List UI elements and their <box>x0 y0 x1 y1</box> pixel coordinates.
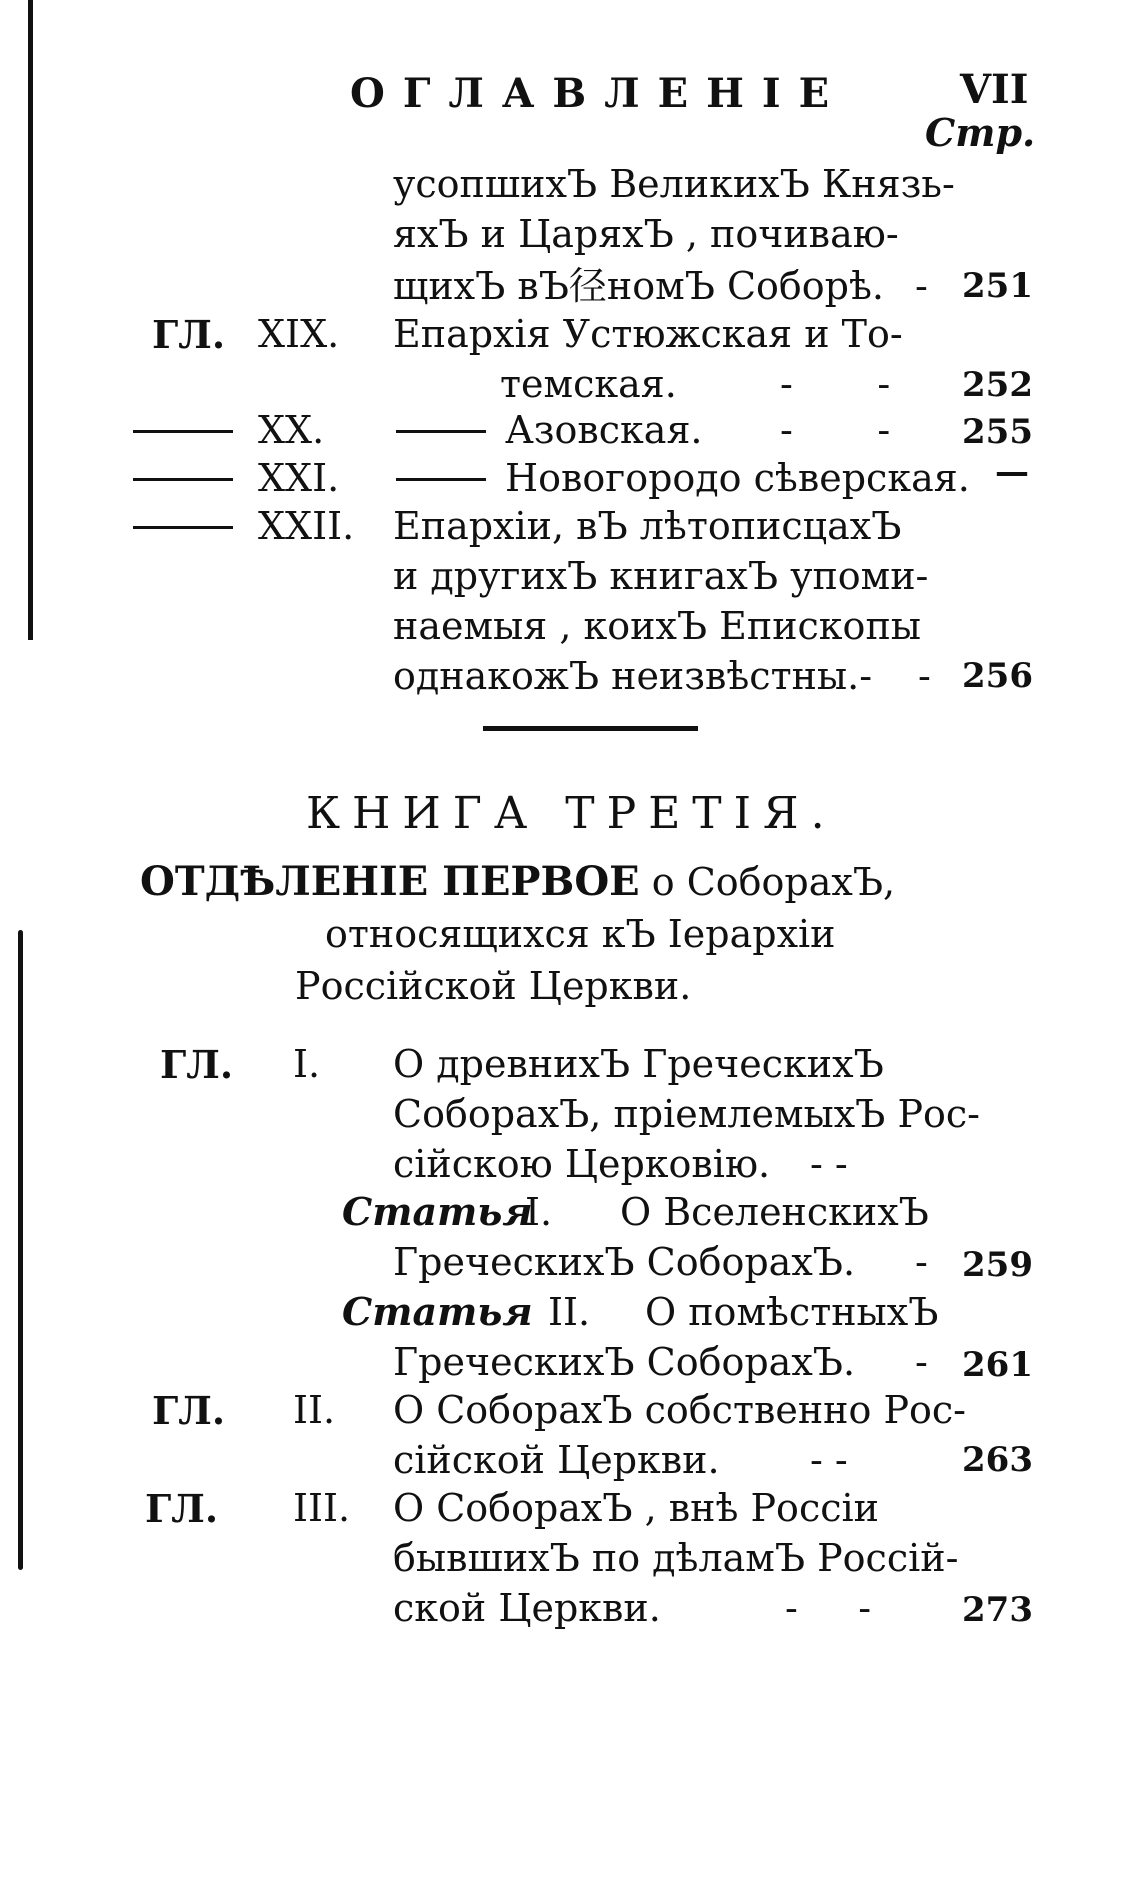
chapter-number: III. <box>293 1486 351 1530</box>
ditto-rule <box>133 430 233 433</box>
chapter-number: XIX. <box>258 312 340 356</box>
dash-leader: - - <box>810 1142 848 1186</box>
entry-text-line: СоборахЪ, пріемлемыхЪ Рос- <box>393 1092 981 1136</box>
dash-leader: - - <box>785 1586 872 1630</box>
section-heading-rest: о СоборахЪ, <box>651 860 896 904</box>
ditto-rule <box>133 478 233 481</box>
entry-text-line: и другихЪ книгахЪ упоми- <box>393 554 929 598</box>
section-separator-rule <box>483 726 698 731</box>
entry-text-line: О СоборахЪ собственно Рос- <box>393 1388 967 1432</box>
entry-text-line: бывшихЪ по дѣламЪ Россій- <box>393 1536 959 1580</box>
chapter-number: XXII. <box>258 504 355 548</box>
book-title: КНИГА ТРЕТІЯ. <box>306 788 837 839</box>
entry-text-line: яхЪ и ЦаряхЪ , почиваю- <box>393 212 899 256</box>
entry-text-line: ГреческихЪ СоборахЪ. <box>393 1240 856 1284</box>
chapter-label: ГЛ. <box>160 1042 234 1087</box>
page-number: — <box>995 452 1029 492</box>
section-heading <box>140 858 895 905</box>
section-heading-line: Россійской Церкви. <box>295 964 692 1008</box>
page-number: 273 <box>962 1590 1033 1630</box>
page-number: 261 <box>962 1345 1033 1385</box>
page-number: 259 <box>962 1245 1033 1285</box>
dash-leader: - <box>915 1240 928 1284</box>
chapter-number: XX. <box>258 408 325 452</box>
article-label: Статья <box>342 1189 533 1234</box>
entry-text-line: щихЪ вЪ径номЪ Соборѣ. <box>393 264 884 308</box>
dash-leader: - - <box>780 362 891 406</box>
page-column-label: Стр. <box>925 110 1036 155</box>
ditto-rule <box>396 478 486 481</box>
dash-leader: - <box>918 654 931 698</box>
dash-leader: - <box>915 1340 928 1384</box>
entry-text-line: темская. <box>500 362 677 406</box>
chapter-number: II. <box>293 1388 336 1432</box>
entry-text-line: О древнихЪ ГреческихЪ <box>393 1042 884 1086</box>
entry-text-line: ГреческихЪ СоборахЪ. <box>393 1340 856 1384</box>
chapter-label: ГЛ. <box>152 312 226 357</box>
entry-text-line: О ВселенскихЪ <box>620 1190 929 1234</box>
entry-text-line: сійскою Церковію. <box>393 1142 771 1186</box>
chapter-number: I. <box>293 1042 321 1086</box>
page-left-edge <box>28 0 33 640</box>
page-number: 263 <box>962 1440 1033 1480</box>
entry-text-line: ской Церкви. <box>393 1586 661 1630</box>
entry-text-line: Новогородо сѣверская. <box>505 456 970 500</box>
page-number: 255 <box>962 412 1033 452</box>
entry-text-line: однакожЪ неизвѣстны.- <box>393 654 873 698</box>
entry-text-line: усопшихЪ ВеликихЪ Князь- <box>393 162 955 206</box>
page-heading: ОГЛАВЛЕНІЕ <box>350 70 848 117</box>
entry-text-line: Азовская. <box>505 408 703 452</box>
ditto-rule <box>396 430 486 433</box>
entry-text-line: Епархіи, вЪ лѣтописцахЪ <box>393 504 902 548</box>
page-number: 256 <box>962 656 1033 696</box>
section-heading-lead: ОТДѢЛЕНІЕ ПЕРВОЕ <box>140 858 640 905</box>
ditto-rule <box>133 526 233 529</box>
entry-text-line: наемыя , коихЪ Епископы <box>393 604 922 648</box>
dash-leader: - <box>915 264 928 308</box>
dash-leader: - - <box>810 1438 848 1482</box>
page-number-roman: VII <box>960 66 1029 113</box>
entry-text-line: О помѣстныхЪ <box>645 1290 939 1334</box>
dash-leader: - - <box>780 408 891 452</box>
article-number: II. <box>548 1290 591 1334</box>
page-left-edge-lower <box>18 930 23 1570</box>
chapter-number: XXI. <box>258 456 340 500</box>
entry-text-line: Епархія Устюжская и То- <box>393 312 903 356</box>
section-heading-line: относящихся кЪ Іерархіи <box>325 912 836 956</box>
article-number: I. <box>525 1190 553 1234</box>
page-number: 252 <box>962 365 1033 405</box>
article-label: Статья <box>342 1289 533 1334</box>
page-number: 251 <box>962 266 1033 306</box>
chapter-label: ГЛ. <box>145 1486 219 1531</box>
entry-text-line: сійской Церкви. <box>393 1438 720 1482</box>
entry-text-line: О СоборахЪ , внѣ Россіи <box>393 1486 879 1530</box>
chapter-label: ГЛ. <box>152 1388 226 1433</box>
